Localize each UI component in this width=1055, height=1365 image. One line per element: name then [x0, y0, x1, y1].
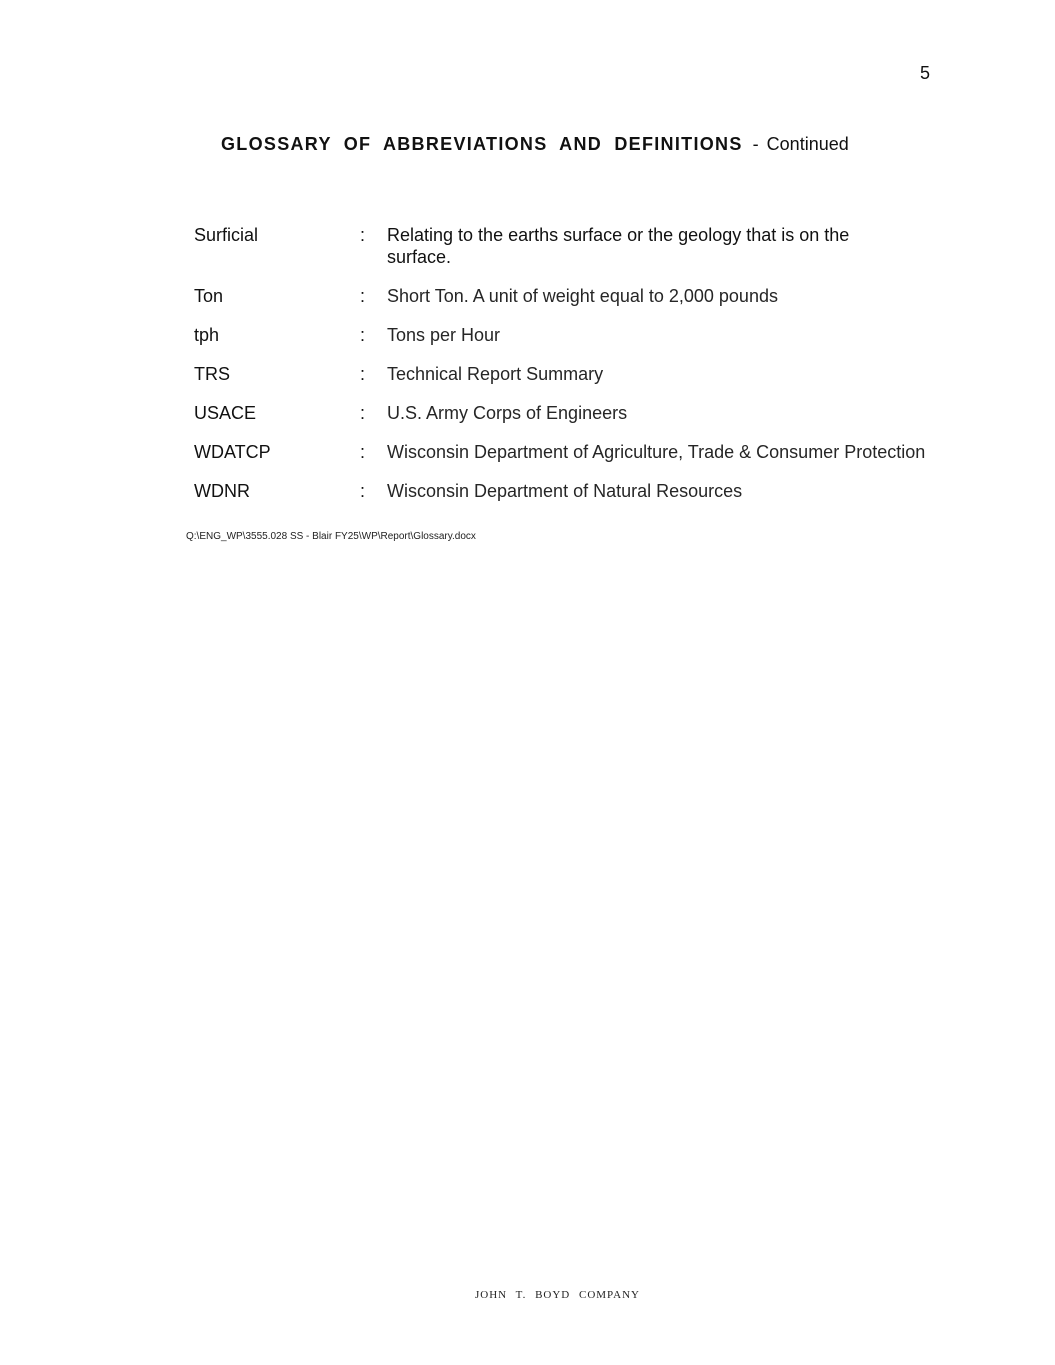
glossary-term: tph [194, 325, 220, 345]
continued-label: Continued [766, 134, 849, 154]
glossary-definition: Relating to the earths surface or the geology that is on the surface. [387, 225, 850, 267]
glossary-definition: Tons per Hour [387, 325, 501, 345]
glossary-colon: : [360, 403, 366, 423]
glossary-definition: U.S. Army Corps of Engineers [387, 403, 628, 423]
glossary-entry [194, 363, 954, 385]
glossary-term: TRS [194, 364, 230, 384]
glossary-term: WDATCP [194, 442, 271, 462]
glossary-term: WDNR [194, 481, 250, 501]
footer-company-name: JOHN T. BOYD COMPANY [475, 1289, 640, 1301]
glossary-definition: Technical Report Summary [387, 364, 604, 384]
glossary-colon: : [360, 286, 366, 306]
glossary-entry [194, 441, 954, 463]
glossary-entry [194, 285, 954, 307]
page-number: 5 [920, 63, 931, 83]
glossary-colon: : [360, 325, 366, 345]
glossary-title: GLOSSARY OF ABBREVIATIONS AND DEFINITIONS [221, 134, 743, 154]
title-separator: - [752, 134, 759, 154]
glossary-entry [194, 224, 954, 268]
glossary-term: USACE [194, 403, 257, 423]
glossary-term: Ton [194, 286, 224, 306]
page-title [221, 134, 849, 155]
glossary-entry [194, 480, 954, 502]
document-file-path: Q:\ENG_WP\3555.028 SS - Blair FY25\WP\Report\Glossary.docx [186, 531, 476, 542]
glossary-colon: : [360, 481, 366, 501]
glossary-term: Surficial [194, 225, 259, 245]
glossary-definition: Wisconsin Department of Agriculture, Trade & Consumer Protection [387, 442, 926, 462]
glossary-entry [194, 324, 954, 346]
glossary-colon: : [360, 364, 366, 384]
glossary-definition: Wisconsin Department of Natural Resources [387, 481, 743, 501]
glossary-colon: : [360, 225, 366, 245]
glossary-list [194, 224, 954, 502]
glossary-colon: : [360, 442, 366, 462]
glossary-entry [194, 402, 954, 424]
glossary-definition: Short Ton. A unit of weight equal to 2,000 pounds [387, 286, 778, 306]
